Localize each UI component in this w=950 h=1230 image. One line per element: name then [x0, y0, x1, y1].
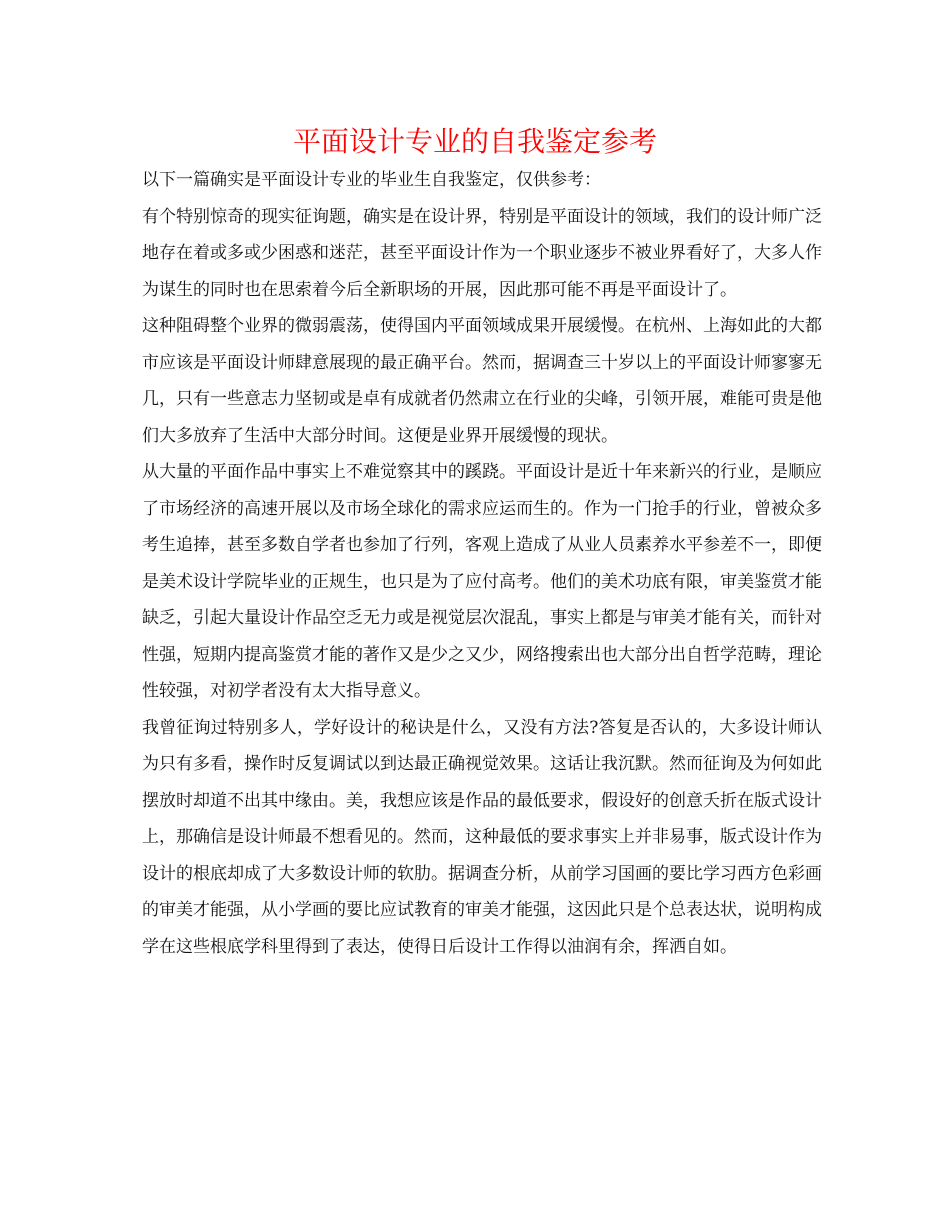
paragraph-intro: 以下一篇确实是平面设计专业的毕业生自我鉴定，仅供参考：	[142, 170, 601, 190]
paragraph: 从大量的平面作品中事实上不难觉察其中的蹊跷。平面设计是近十年来新兴的行业，是顺应了市场经济的高速开展以及市场全球化的需求应运而生的。作为一门抢手的行业，曾被众多考生追捧，甚至多数自学者也参加了行列，客观上造成了从业人员素养水平参差不一，即便是美术设计学院毕业的正规生，也只是为了应付高考。他们的美术功底有限，审美鉴赏才能缺乏，引起大量设计作品空乏无力或是视觉层次混乱，事实上都是与审美才能有关，而针对性强，短期内提高鉴赏才能的著作又是少之又少，网络搜索出也大部分出自哲学范畴，理论性较强，对初学者没有太大指导意义。	[142, 462, 822, 701]
document-title: 平面设计专业的自我鉴定参考	[292, 125, 657, 158]
paragraph: 我曾征询过特别多人，学好设计的秘诀是什么，又没有方法?答复是否认的，大多设计师认为只有多看，操作时反复调试以到达最正确视觉效果。这话让我沉默。然而征询及为何如此摆放时却道不出其中缘由。美，我想应该是作品的最低要求，假设好的创意夭折在版式设计上，那确信是设计师最不想看见的。然而，这种最低的要求事实上并非易事，版式设计作为设计的根底却成了大多数设计师的软肋。据调查分析，从前学习国画的要比学习西方色彩画的审美才能强，从小学画的要比应试教育的审美才能强，这因此只是个总表达状，说明构成学在这些根底学科里得到了表达，使得日后设计工作得以油润有余，挥洒自如。	[142, 717, 822, 957]
paragraph: 有个特别惊奇的现实征询题，确实是在设计界，特别是平面设计的领域，我们的设计师广泛地存在着或多或少困惑和迷茫，甚至平面设计作为一个职业逐步不被业界看好了，大多人作为谋生的同时也在思索着今后全新职场的开展，因此那可能不再是平面设计了。	[142, 206, 822, 300]
document-body	[142, 162, 822, 965]
paragraph: 这种阻碍整个业界的微弱震荡，使得国内平面领域成果开展缓慢。在杭州、上海如此的大都市应该是平面设计师肆意展现的最正确平台。然而，据调查三十岁以上的平面设计师寥寥无几，只有一些意志力坚韧或是卓有成就者仍然肃立在行业的尖峰，引领开展，难能可贵是他们大多放弃了生活中大部分时间。这便是业界开展缓慢的现状。	[142, 316, 822, 446]
